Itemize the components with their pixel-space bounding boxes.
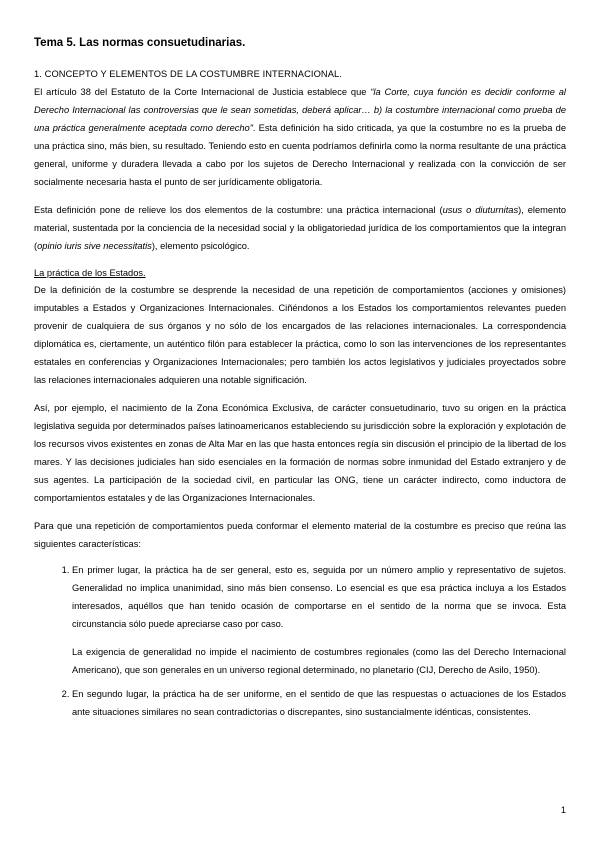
text-run: El artículo 38 del Estatuto de la Corte Internacional de Justicia establece que	[34, 87, 371, 97]
paragraph-example: Así, por ejemplo, el nacimiento de la Zona Económica Exclusiva, de carácter consuetudinario, tuvo su origen en la práctica legislativa seguida por determinados países latinoamericanos estableciendo su jurisdicción sobre la exploración y explotación de los recursos vivos existentes en zonas de Alta Mar en las que hasta entonces regía sin discusión el principio de la libertad de los mares. Y las decisiones judiciales han sido esenciales en la formación de normas sobre inmunidad del Estado extranjero y de sus agentes. La participación de la sociedad civil, en particular las ONG, tiene un carácter indirecto, como inductora de comportamientos estatales y de las Organizaciones Internacionales.	[34, 403, 566, 503]
subsection-heading: La práctica de los Estados.	[34, 268, 146, 278]
list-item-text: 2. En segundo lugar, la práctica ha de ser uniforme, en el sentido de que las respuestas o actuaciones de los Estados ante situaciones similares no sean contradictorias o discrepantes, sino sustancialmente idénticas, consistentes.	[72, 689, 566, 717]
characteristics-list	[34, 561, 566, 721]
list-item	[72, 685, 566, 721]
list-item	[72, 561, 566, 679]
section-heading: 1. CONCEPTO Y ELEMENTOS DE LA COSTUMBRE INTERNACIONAL.	[34, 69, 342, 79]
list-item-subparagraph: La exigencia de generalidad no impide el nacimiento de costumbres regionales (como las del Derecho Internacional Americano), que son generales en un universo regional determinado, no planetario (CIJ, Derecho de Asilo, 1950).	[72, 647, 566, 675]
paragraph-characteristics: Para que una repetición de comportamientos pueda conformar el elemento material de la costumbre es preciso que reúna las siguientes características:	[34, 521, 566, 549]
italic-run: opinio iuris sive necessitatis	[37, 241, 152, 251]
text-run: ), elemento psicológico.	[151, 241, 250, 251]
page-number: 1	[560, 805, 566, 815]
document-page	[34, 36, 566, 727]
document-title: Tema 5. Las normas consuetudinarias.	[34, 37, 246, 49]
quote-run: “la Corte, cuya función es decidir conforme al Derecho Internacional las controversias que le sean sometidas, deberá aplicar… b) la costumbre internacional como prueba de una práctica generalmente aceptada como derecho”	[34, 87, 566, 133]
text-run: . Esta definición ha sido criticada, ya que la costumbre no es la prueba de una práctica sino, más bien, su resultado. Teniendo esto en cuenta podríamos definirla como la norma resultante de una práctica general, uniforme y duradera llevada a cabo por los sujetos de Derecho Internacional y realizada con la convicción de ser socialmente necesaria hasta el punto de ser jurídicamente obligatoria.	[34, 123, 566, 187]
list-item-text: 1. En primer lugar, la práctica ha de ser general, esto es, seguida por un número amplio y representativo de sujetos. Generalidad no implica unanimidad, sino más bien consenso. Lo esencial es que esa práctica incluya a los Estados interesados, aquéllos que han tenido ocasión de comportarse en el sentido de la norma que se invoca. Esta circunstancia sólo puede apreciarse caso por caso.	[72, 565, 566, 629]
paragraph-elements	[34, 201, 566, 255]
paragraph-definition	[34, 83, 566, 191]
italic-run: usus o diuturnitas	[442, 205, 519, 215]
paragraph-practice: De la definición de la costumbre se desprende la necesidad de una repetición de comportamientos (acciones y omisiones) imputables a Estados y Organizaciones Internacionales. Ciñéndonos a los Estados los comportamientos relevantes pueden provenir de cualquiera de sus órganos y no sólo de los encargados de las relaciones internacionales. La correspondencia diplomática es, ciertamente, un auténtico filón para establecer la práctica, como lo son las intervenciones de los representantes estatales en conferencias y Organizaciones Internacionales; pero también los actos legislativos y judiciales proyectados sobre las relaciones internacionales adquieren una notable significación.	[34, 285, 566, 385]
text-run: ), elemento material, sustentada por la conciencia de la necesidad social y la obligatoriedad jurídica de los comportamientos que la integran (	[34, 205, 566, 251]
text-run: Esta definición pone de relieve los dos elementos de la costumbre: una práctica internacional (	[34, 205, 443, 215]
